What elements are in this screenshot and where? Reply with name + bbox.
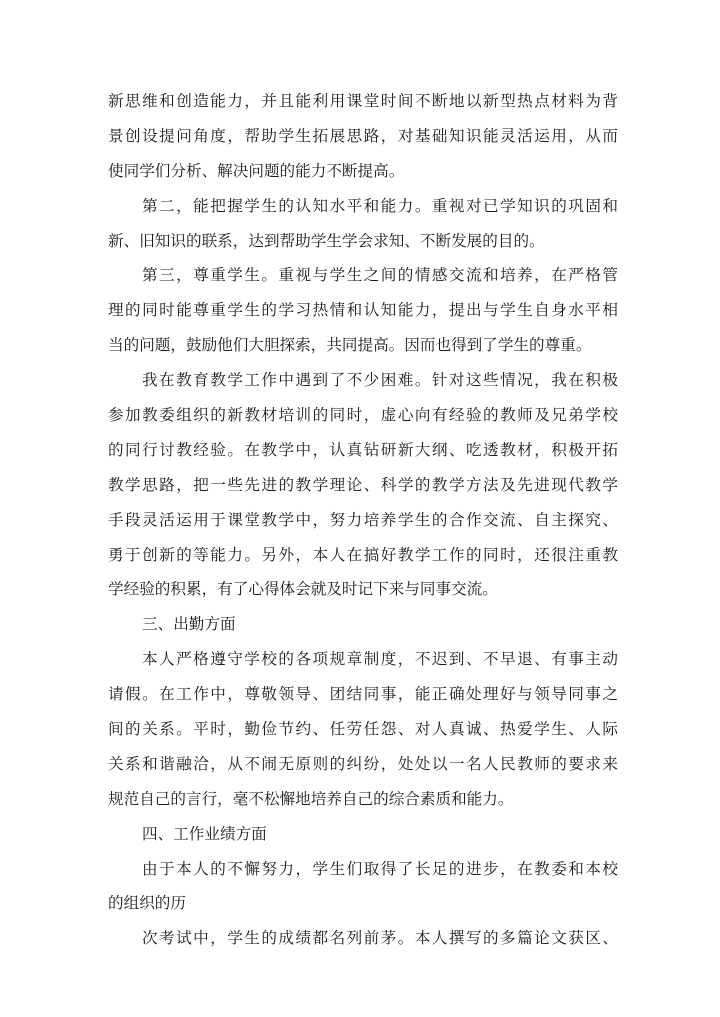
text-line: 理的同时能尊重学生的学习热情和认知能力，提出与学生自身水平相 [108, 301, 618, 320]
section-heading: 三、出勤方面 [142, 615, 236, 634]
document-body [108, 84, 618, 956]
text-line: 第二，能把握学生的认知水平和能力。重视对已学知识的巩固和 [142, 196, 618, 215]
text-line: 新思维和创造能力，并且能利用课堂时间不断地以新型热点材料为背 [108, 92, 618, 110]
text-line: 使同学们分析、解决问题的能力不断提高。 [108, 161, 405, 180]
text-line: 的同行讨教经验。在教学中，认真钻研新大纲、吃透教材，积极开拓 [108, 440, 618, 459]
text-line: 当的问题，鼓励他们大胆探索，共同提高。因而也得到了学生的尊重。 [108, 336, 592, 355]
text-line: 由于本人的不懈努力，学生们取得了长足的进步，在教委和本校 [142, 859, 618, 878]
text-line: 景创设提问角度，帮助学生拓展思路，对基础知识能灵活运用，从而 [108, 126, 618, 145]
text-line: 关系和谐融洽，从不闹无原则的纠纷，处处以一名人民教师的要求来 [108, 754, 618, 773]
text-line: 教学思路，把一些先进的教学理论、科学的教学方法及先进现代教学 [108, 475, 618, 494]
text-line: 勇于创新的等能力。另外，本人在搞好教学工作的同时，还很注重教 [108, 545, 618, 564]
text-line: 学经验的积累，有了心得体会就及时记下来与同事交流。 [108, 580, 498, 599]
text-line: 新、旧知识的联系，达到帮助学生学会求知、不断发展的目的。 [108, 231, 545, 250]
text-line: 本人严格遵守学校的各项规章制度，不迟到、不早退、有事主动 [142, 650, 618, 669]
text-line: 次考试中，学生的成绩都名列前茅。本人撰写的多篇论文获区、 [142, 929, 618, 948]
text-line: 第三，尊重学生。重视与学生之间的情感交流和培养，在严格管 [142, 266, 618, 285]
text-line: 参加教委组织的新教材培训的同时，虚心向有经验的教师及兄弟学校 [108, 406, 618, 425]
text-line: 间的关系。平时，勤俭节约、任劳任怨、对人真诚、热爱学生、人际 [108, 720, 618, 739]
text-line: 我在教育教学工作中遇到了不少困难。针对这些情况，我在积极 [142, 371, 618, 390]
text-line: 规范自己的言行，毫不松懈地培养自己的综合素质和能力。 [108, 789, 514, 808]
section-heading: 四、工作业绩方面 [142, 824, 267, 843]
text-line: 手段灵活运用于课堂教学中，努力培养学生的合作交流、自主探究、 [108, 510, 618, 529]
text-line: 请假。在工作中，尊敬领导、团结同事，能正确处理好与领导同事之 [108, 685, 618, 704]
text-line: 的组织的历 [108, 894, 186, 913]
